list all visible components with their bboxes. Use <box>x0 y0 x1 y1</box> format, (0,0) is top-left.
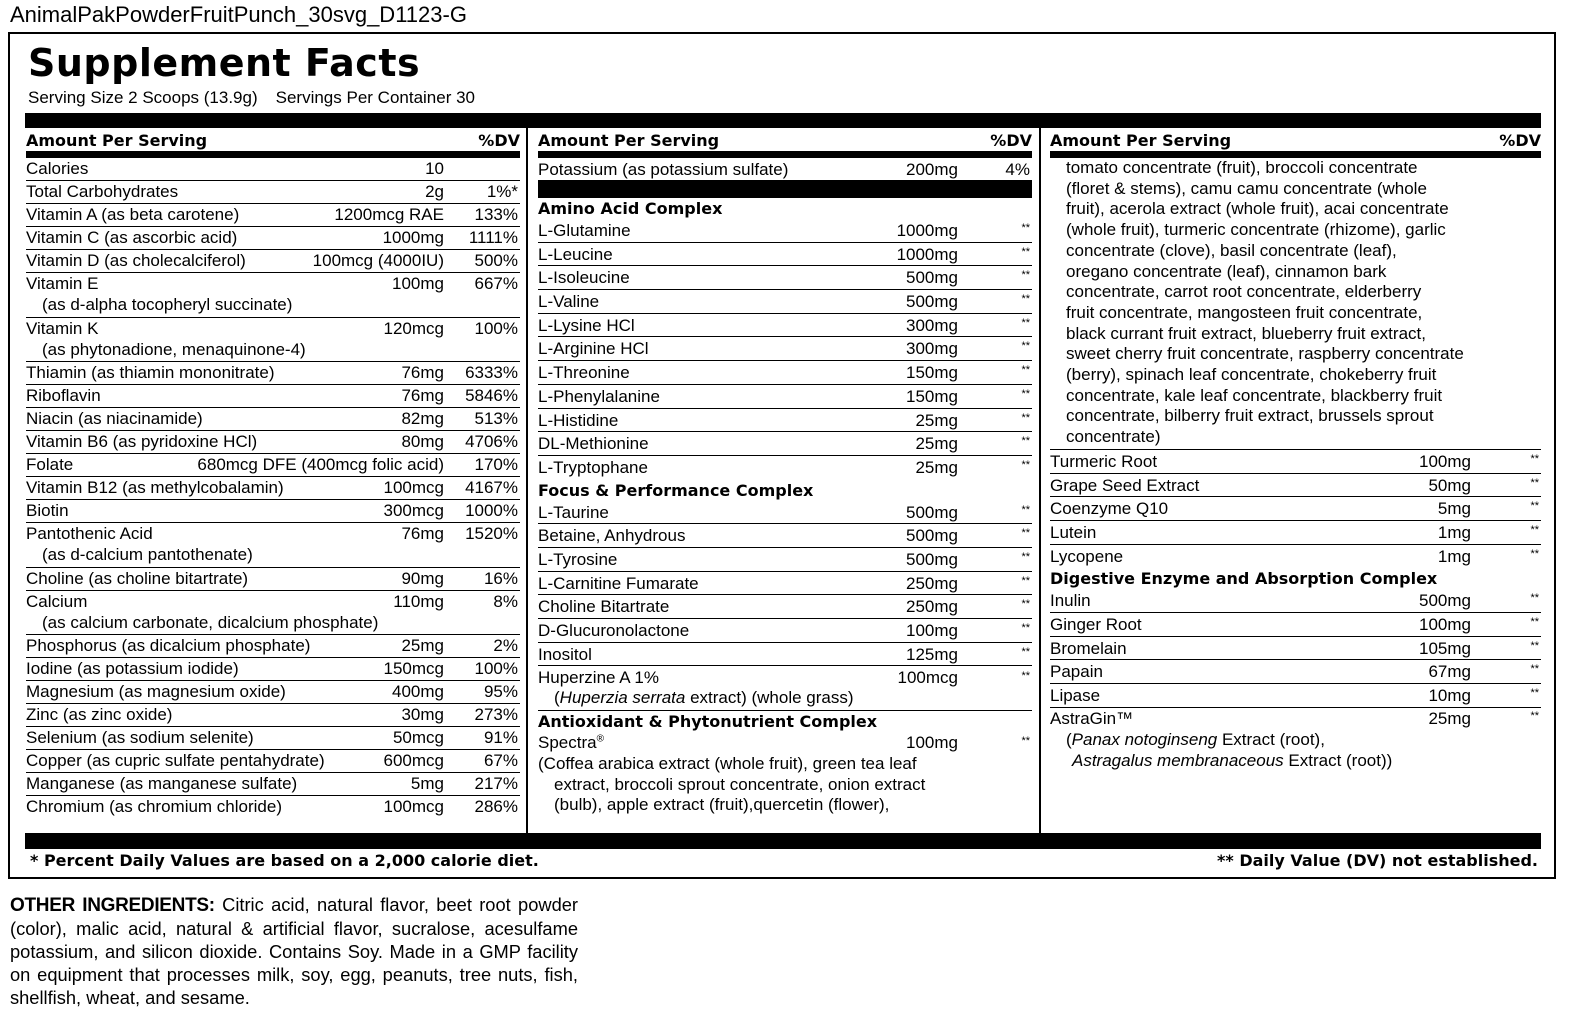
nutrient-row <box>26 181 520 204</box>
nutrient-dv: ** <box>1021 598 1030 611</box>
description-line: (bulb), apple extract (fruit),quercetin (flower), <box>554 795 890 815</box>
nutrient-dv: ** <box>1021 670 1030 683</box>
nutrient-row <box>26 454 520 477</box>
nutrient-amount: 500mg <box>906 526 958 546</box>
nutrient-name: D-Glucuronolactone <box>538 621 690 640</box>
nutrient-row <box>538 619 1032 643</box>
nutrient-row <box>538 409 1032 433</box>
nutrient-amount: 400mg <box>392 682 444 701</box>
nutrient-row <box>1050 637 1541 661</box>
nutrient-dv: 170% <box>474 455 518 474</box>
nutrient-dv: ** <box>1021 458 1030 471</box>
nutrient-row <box>1050 497 1541 521</box>
nutrient-name: Calories <box>26 159 89 178</box>
amount-header: Amount Per Serving <box>538 131 720 150</box>
nutrient-dv: ** <box>1530 709 1539 722</box>
nutrient-name: Choline Bitartrate <box>538 597 670 617</box>
latin-name: Astragalus membranaceous <box>1072 750 1284 770</box>
nutrient-amount: 10 <box>425 159 444 178</box>
nutrient-name: L-Isoleucine <box>538 268 630 288</box>
nutrient-name: Riboflavin <box>26 386 101 405</box>
nutrient-amount: 25mg <box>915 434 958 454</box>
nutrient-amount: 500mg <box>906 268 958 288</box>
nutrient-name: L-Taurine <box>538 502 609 522</box>
nutrient-name: L-Arginine HCl <box>538 339 649 359</box>
nutrient-amount: 90mg <box>401 568 444 588</box>
nutrient-amount: 100mg <box>392 274 444 293</box>
nutrient-row <box>538 219 1032 243</box>
nutrient-name: Pantothenic Acid <box>26 524 153 543</box>
nutrient-name: L-Carnitine Fumarate <box>538 573 699 593</box>
dv-header: %DV <box>990 131 1032 150</box>
nutrient-name: Iodine (as potassium iodide) <box>26 659 239 678</box>
nutrient-row <box>538 524 1032 548</box>
nutrient-source: (as calcium carbonate, dicalcium phosphate) <box>42 612 379 632</box>
nutrient-dv: ** <box>1021 503 1030 516</box>
nutrient-amount: 1200mcg RAE <box>334 205 444 224</box>
nutrient-dv: 1%* <box>486 182 518 201</box>
nutrient-name: L-Histidine <box>538 410 619 430</box>
nutrient-amount: 25mg <box>1428 708 1471 728</box>
nutrient-amount: 250mg <box>906 573 958 593</box>
nutrient-row <box>538 432 1032 456</box>
nutrient-amount: 25mg <box>915 457 958 477</box>
nutrient-name: Chromium (as chromium chloride) <box>26 797 283 816</box>
nutrient-amount: 200mg <box>906 160 958 179</box>
nutrient-amount: 50mg <box>1428 475 1471 495</box>
nutrient-name: Huperzine A 1% <box>538 668 659 688</box>
nutrient-name: L-Leucine <box>538 244 613 264</box>
nutrient-name: Vitamin A (as beta carotene) <box>26 205 240 224</box>
column-header <box>1050 130 1541 158</box>
nutrient-dv: ** <box>1021 364 1030 377</box>
nutrient-name: Inulin <box>1050 591 1091 611</box>
column-complexes <box>538 130 1032 816</box>
nutrient-name: Vitamin K <box>26 318 99 338</box>
nutrient-amount: 76mg <box>401 386 444 405</box>
nutrient-amount: 82mg <box>401 409 444 428</box>
nutrient-row <box>1050 684 1541 708</box>
nutrient-amount: 1000mg <box>382 228 444 247</box>
nutrient-amount: 76mg <box>401 363 444 382</box>
servings-per-container: Servings Per Container 30 <box>275 88 476 107</box>
nutrient-amount: 500mg <box>1419 591 1471 611</box>
nutrient-amount: 300mg <box>906 315 958 335</box>
nutrient-row <box>538 548 1032 572</box>
nutrient-dv: ** <box>1530 476 1539 489</box>
nutrient-dv: 100% <box>474 318 518 338</box>
nutrient-dv: ** <box>1021 435 1030 448</box>
section-title-digestive: Digestive Enzyme and Absorption Complex <box>1050 569 1438 589</box>
spectra-name: Spectra <box>538 733 597 753</box>
nutrient-dv: ** <box>1021 293 1030 306</box>
nutrient-amount: 100mg <box>1419 614 1471 634</box>
nutrient-row <box>538 501 1032 525</box>
nutrient-name: L-Threonine <box>538 363 630 383</box>
nutrient-name: Vitamin C (as ascorbic acid) <box>26 228 238 247</box>
nutrient-name: AstraGin™ <box>1050 708 1134 728</box>
paren: ( <box>554 688 560 708</box>
file-label: AnimalPakPowderFruitPunch_30svg_D1123-G <box>10 2 467 27</box>
blend-line: fruit concentrate, mangosteen fruit concentrate, <box>1066 302 1423 322</box>
nutrient-amount: 150mg <box>906 386 958 406</box>
nutrient-amount: 100mcg <box>383 797 444 816</box>
nutrient-row <box>538 243 1032 267</box>
blend-description <box>1050 158 1541 450</box>
nutrient-dv: 1000% <box>465 501 518 520</box>
blend-line: sweet cherry fruit concentrate, raspberry concentrate <box>1066 344 1464 364</box>
nutrient-dv: ** <box>1021 222 1030 234</box>
nutrient-name: Coenzyme Q10 <box>1050 499 1169 519</box>
nutrient-row <box>538 337 1032 361</box>
nutrient-source <box>538 688 1032 708</box>
blend-line: fruit), acerola extract (whole fruit), acai concentrate <box>1066 199 1449 219</box>
nutrient-dv: ** <box>1530 523 1539 536</box>
nutrient-name: Manganese (as manganese sulfate) <box>26 774 298 793</box>
nutrient-row <box>538 643 1032 667</box>
nutrient-dv: ** <box>1530 615 1539 628</box>
nutrient-row <box>26 227 520 250</box>
blend-line: black currant fruit extract, blueberry fruit extract, <box>1066 323 1426 343</box>
nutrient-dv: 6333% <box>465 363 518 382</box>
nutrient-name: Niacin (as niacinamide) <box>26 409 203 428</box>
nutrient-amount: 680mcg DFE (400mcg folic acid) <box>197 455 444 474</box>
nutrient-name: Potassium (as potassium sulfate) <box>538 160 789 179</box>
nutrient-name: L-Glutamine <box>538 221 631 240</box>
nutrient-dv: ** <box>1021 645 1030 658</box>
nutrient-dv: 1111% <box>468 228 518 247</box>
nutrient-row <box>26 431 520 454</box>
nutrient-name: L-Valine <box>538 292 600 312</box>
nutrient-name: Lutein <box>1050 522 1097 542</box>
column-divider-1 <box>526 128 528 833</box>
nutrient-row <box>1050 589 1541 613</box>
nutrient-row <box>26 385 520 408</box>
nutrient-dv: ** <box>1021 340 1030 353</box>
nutrient-name: Betaine, Anhydrous <box>538 526 686 546</box>
nutrient-name: Calcium <box>26 591 88 611</box>
amount-header: Amount Per Serving <box>1050 131 1232 150</box>
spectra-description <box>538 754 1032 816</box>
nutrient-row <box>1050 521 1541 545</box>
nutrient-row <box>538 666 1032 711</box>
blend-line: (floret & stems), camu camu concentrate (whole <box>1066 178 1427 198</box>
nutrient-dv: ** <box>1021 527 1030 540</box>
section-title-antioxidant: Antioxidant & Phytonutrient Complex <box>538 712 878 732</box>
nutrient-dv: ** <box>1530 500 1539 513</box>
source-rest: extract) (whole grass) <box>685 688 854 708</box>
column-phytonutrients <box>1050 130 1541 774</box>
blend-line: oregano concentrate (leaf), cinnamon bark <box>1066 261 1387 281</box>
nutrient-row <box>26 750 520 773</box>
nutrient-row <box>26 704 520 727</box>
nutrient-dv: ** <box>1530 592 1539 605</box>
nutrient-dv: 100% <box>474 659 518 678</box>
other-ingredients <box>10 893 578 1009</box>
nutrient-row <box>26 204 520 227</box>
nutrient-dv: 273% <box>474 705 518 724</box>
nutrient-name: L-Tyrosine <box>538 549 618 569</box>
nutrient-dv: 95% <box>483 682 518 701</box>
other-ingredients-text: Citric acid, natural flavor, beet root powder (color), malic acid, natural & artificial flavor, sucralose, acesulfame potassium, and silicon dioxide. Contains Soy. Made in a GMP facility on equipment that processes milk, soy, egg, peanuts, tree nuts, fish, shellfish, wheat, and sesame. <box>10 894 578 1008</box>
nutrient-row <box>538 385 1032 409</box>
section-title-focus: Focus & Performance Complex <box>538 480 814 500</box>
nutrient-row <box>538 456 1032 480</box>
nutrient-amount: 100mcg <box>383 478 444 497</box>
panel-title: Supplement Facts <box>28 41 421 85</box>
blend-line: (berry), spinach leaf concentrate, chokeberry fruit <box>1066 365 1437 385</box>
nutrient-name: Papain <box>1050 662 1103 682</box>
nutrient-name: Lipase <box>1050 686 1101 706</box>
nutrient-dv: 217% <box>474 774 518 793</box>
nutrient-source <box>1050 729 1541 750</box>
nutrient-dv: 513% <box>474 409 518 428</box>
nutrient-name: Vitamin B12 (as methylcobalamin) <box>26 478 284 497</box>
nutrient-row <box>26 273 520 318</box>
nutrient-amount: 250mg <box>906 597 958 617</box>
nutrient-row <box>26 318 520 363</box>
nutrient-name: Vitamin B6 (as pyridoxine HCl) <box>26 432 258 451</box>
nutrient-name: Thiamin (as thiamin mononitrate) <box>26 363 275 382</box>
column-vitamins <box>26 130 520 819</box>
nutrient-name: Vitamin D (as cholecalciferol) <box>26 251 246 270</box>
nutrient-row <box>26 250 520 273</box>
nutrient-dv: ** <box>1021 622 1030 634</box>
nutrient-row <box>26 362 520 385</box>
nutrient-row <box>26 591 520 636</box>
nutrient-amount: 600mcg <box>383 751 444 770</box>
nutrient-row <box>26 408 520 431</box>
nutrient-name: L-Lysine HCl <box>538 315 635 335</box>
nutrient-source: (as d-calcium pantothenate) <box>42 545 253 564</box>
nutrient-amount: 300mg <box>906 339 958 359</box>
nutrient-name: Turmeric Root <box>1050 451 1158 471</box>
nutrient-row <box>26 727 520 750</box>
nutrient-row <box>1050 545 1541 569</box>
nutrient-source: (as phytonadione, menaquinone-4) <box>42 339 306 359</box>
nutrient-row <box>26 500 520 523</box>
nutrient-dv: ** <box>1021 269 1030 282</box>
latin-name: Huperzia serrata <box>559 688 686 708</box>
dv-header: %DV <box>1499 131 1541 150</box>
footnote-dv-not-established: ** Daily Value (DV) not established. <box>1217 851 1538 870</box>
nutrient-dv: ** <box>1530 547 1539 560</box>
nutrient-amount: 67mg <box>1428 662 1471 682</box>
nutrient-row <box>538 158 1032 180</box>
nutrient-row <box>26 658 520 681</box>
amount-header: Amount Per Serving <box>26 131 208 150</box>
nutrient-source: (as d-alpha tocopheryl succinate) <box>42 295 293 314</box>
nutrient-amount: 25mg <box>915 410 958 430</box>
nutrient-dv: ** <box>1021 387 1030 400</box>
nutrient-amount: 150mg <box>906 363 958 383</box>
blend-line: concentrate, carrot root concentrate, elderberry <box>1066 282 1422 302</box>
other-ingredients-label: OTHER INGREDIENTS: <box>10 895 215 916</box>
footnote-percent-dv: * Percent Daily Values are based on a 2,000 calorie diet. <box>30 851 539 870</box>
nutrient-amount: 300mcg <box>383 501 444 520</box>
nutrient-row <box>538 314 1032 338</box>
nutrient-amount: 1mg <box>1437 546 1471 566</box>
nutrient-amount: 500mg <box>906 292 958 312</box>
nutrient-amount: 500mg <box>906 549 958 569</box>
nutrient-dv: ** <box>1530 639 1539 652</box>
source-rest: Extract (root)) <box>1283 750 1393 770</box>
nutrient-amount: 1mg <box>1437 522 1471 542</box>
nutrient-dv: 133% <box>474 205 518 224</box>
nutrient-row <box>1050 613 1541 637</box>
nutrient-name: Magnesium (as magnesium oxide) <box>26 682 286 701</box>
nutrient-name: Ginger Root <box>1050 614 1142 634</box>
nutrient-dv: ** <box>1021 316 1030 329</box>
column-divider-2 <box>1039 128 1041 833</box>
nutrient-dv: 2% <box>493 636 518 655</box>
nutrient-amount: 10mg <box>1428 686 1471 706</box>
nutrient-row <box>26 681 520 704</box>
nutrient-amount: 100mcg (4000IU) <box>312 251 444 270</box>
nutrient-amount: 25mg <box>401 636 444 655</box>
nutrient-name: Selenium (as sodium selenite) <box>26 728 254 747</box>
paren: ( <box>1066 729 1072 749</box>
bottom-rule <box>25 833 1541 849</box>
nutrient-dv: ** <box>1530 452 1539 465</box>
nutrient-row <box>1050 708 1541 774</box>
nutrient-amount: 110mg <box>393 591 444 611</box>
nutrient-name: Inositol <box>538 644 592 664</box>
nutrient-dv: 1520% <box>465 524 518 543</box>
nutrient-amount: 100mg <box>906 733 958 753</box>
nutrient-amount: 50mcg <box>392 728 444 747</box>
nutrient-row <box>538 290 1032 314</box>
blend-line: tomato concentrate (fruit), broccoli concentrate <box>1066 158 1418 177</box>
blend-line: (whole fruit), turmeric concentrate (rhizome), garlic <box>1066 220 1446 240</box>
nutrient-name: L-Tryptophane <box>538 457 648 477</box>
nutrient-name: Total Carbohydrates <box>26 182 179 201</box>
nutrient-name: Choline (as choline bitartrate) <box>26 568 249 588</box>
nutrient-dv: 67% <box>483 751 518 770</box>
nutrient-amount: 100mg <box>1419 451 1471 471</box>
serving-size: Serving Size 2 Scoops (13.9g) <box>28 88 258 107</box>
nutrient-dv: 4706% <box>465 432 518 451</box>
nutrient-dv: 4167% <box>465 478 518 497</box>
nutrient-amount: 100mcg <box>897 668 958 688</box>
nutrient-name: L-Phenylalanine <box>538 386 660 406</box>
nutrient-dv: ** <box>1021 735 1030 748</box>
description-line: (Coffea arabica extract (whole fruit), green tea leaf <box>538 754 917 774</box>
description-line: extract, broccoli sprout concentrate, onion extract <box>554 774 926 794</box>
nutrient-amount: 500mg <box>906 502 958 522</box>
nutrient-row <box>1050 474 1541 498</box>
nutrient-dv: 5846% <box>465 386 518 405</box>
nutrient-row <box>26 158 520 181</box>
latin-name: Panax notoginseng <box>1071 729 1218 749</box>
nutrient-name: Folate <box>26 455 74 474</box>
nutrient-dv: ** <box>1530 687 1539 700</box>
nutrient-row <box>26 796 520 819</box>
nutrient-dv: ** <box>1021 245 1030 258</box>
nutrient-amount: 150mcg <box>383 659 444 678</box>
section-title-amino: Amino Acid Complex <box>538 199 723 218</box>
nutrient-row <box>538 732 1032 754</box>
nutrient-name: Copper (as cupric sulfate pentahydrate) <box>26 751 325 770</box>
nutrient-row <box>538 361 1032 385</box>
section-rule <box>538 180 1032 198</box>
nutrient-source <box>1050 750 1541 771</box>
nutrient-name: Phosphorus (as dicalcium phosphate) <box>26 636 311 655</box>
blend-line: concentrate) <box>1066 427 1161 447</box>
nutrient-amount: 1000mg <box>896 244 958 264</box>
nutrient-name: DL-Methionine <box>538 434 649 454</box>
blend-line: concentrate, bilberry fruit extract, brussels sprout <box>1066 406 1434 426</box>
nutrient-amount: 100mg <box>906 621 958 640</box>
column-header <box>538 130 1032 158</box>
nutrient-amount: 125mg <box>906 644 958 664</box>
dv-header: %DV <box>478 131 520 150</box>
nutrient-dv: 286% <box>474 797 518 816</box>
nutrient-dv: 91% <box>483 728 518 747</box>
source-rest: Extract (root), <box>1217 729 1325 749</box>
nutrient-name: Grape Seed Extract <box>1050 475 1200 495</box>
nutrient-dv: 500% <box>474 251 518 270</box>
nutrient-name: Biotin <box>26 501 69 520</box>
nutrient-amount: 80mg <box>401 432 444 451</box>
nutrient-dv: ** <box>1021 411 1030 424</box>
nutrient-dv: 4% <box>1005 160 1030 179</box>
nutrient-amount: 30mg <box>401 705 444 724</box>
blend-line: concentrate (clove), basil concentrate (leaf), <box>1066 240 1397 260</box>
nutrient-dv: 667% <box>474 274 518 293</box>
nutrient-dv: ** <box>1021 550 1030 563</box>
nutrient-dv: ** <box>1021 574 1030 587</box>
nutrient-amount: 5mg <box>1437 499 1471 519</box>
nutrient-amount: 1000mg <box>896 221 958 240</box>
nutrient-row <box>538 572 1032 596</box>
nutrient-dv: 16% <box>483 568 518 588</box>
serving-info <box>28 88 475 108</box>
top-rule <box>25 113 1541 128</box>
blend-line: concentrate, kale leaf concentrate, blackberry fruit <box>1066 385 1443 405</box>
nutrient-row <box>26 635 520 658</box>
nutrient-name: Zinc (as zinc oxide) <box>26 705 173 724</box>
column-header <box>26 130 520 158</box>
nutrient-row <box>1050 450 1541 474</box>
nutrient-amount: 2g <box>425 182 444 201</box>
nutrient-row <box>26 773 520 796</box>
nutrient-amount: 76mg <box>401 524 444 543</box>
nutrient-amount: 5mg <box>410 774 444 793</box>
nutrient-name: Vitamin E <box>26 274 99 293</box>
nutrient-amount: 120mcg <box>383 318 444 338</box>
nutrient-dv: 8% <box>493 591 518 611</box>
nutrient-dv: ** <box>1530 663 1539 676</box>
nutrient-row <box>26 568 520 591</box>
nutrient-row <box>538 266 1032 290</box>
nutrient-row <box>538 595 1032 619</box>
nutrient-row <box>1050 660 1541 684</box>
registered-mark: ® <box>596 733 604 745</box>
nutrient-row <box>26 523 520 568</box>
nutrient-row <box>26 477 520 500</box>
nutrient-name: Lycopene <box>1050 546 1124 566</box>
nutrient-amount: 105mg <box>1419 638 1471 658</box>
nutrient-name: Bromelain <box>1050 638 1127 658</box>
supplement-facts-panel <box>8 32 1556 879</box>
